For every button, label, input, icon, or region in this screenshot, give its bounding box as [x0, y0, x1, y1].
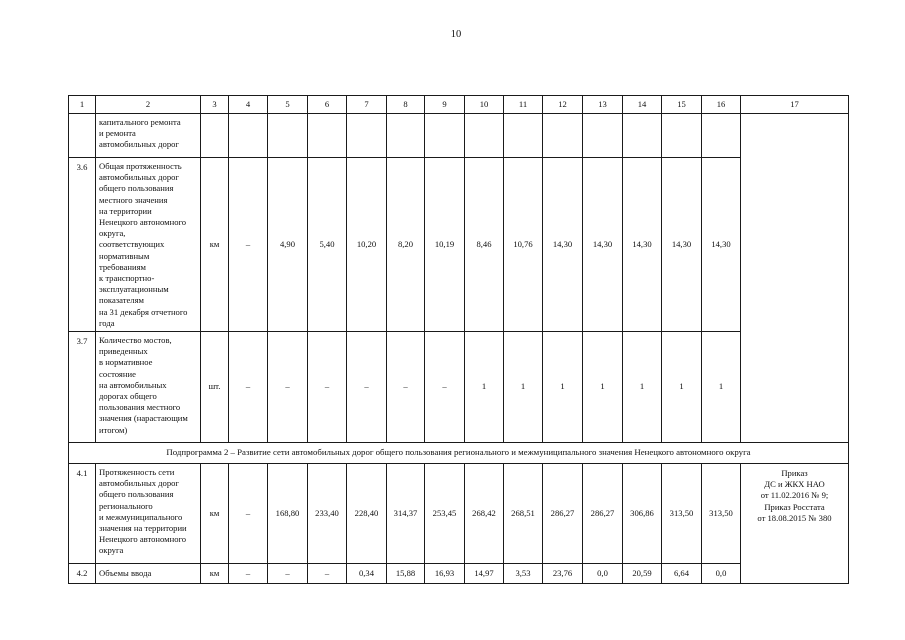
table-row-3-6	[69, 158, 849, 332]
empty-cell	[201, 114, 229, 158]
table-row-4-2	[69, 564, 849, 584]
subprogram-2-title: Подпрограмма 2 – Развитие сети автомобильных дорог общего пользования регионального и межмуниципального значения Ненецкого автономного округа	[69, 443, 849, 464]
row-3-7-col4: –	[229, 332, 268, 443]
column-header-7: 7	[347, 96, 387, 114]
row-3-6-col14: 14,30	[623, 158, 662, 332]
row-3-7-col13: 1	[583, 332, 623, 443]
row-3-6-col16: 14,30	[702, 158, 741, 332]
row-3-6-unit: км	[201, 158, 229, 332]
row-4-2-name: Объемы ввода	[96, 564, 201, 584]
row-4-1-col13: 286,27	[583, 464, 623, 564]
empty-cell	[543, 114, 583, 158]
empty-cell	[387, 114, 425, 158]
row-4-2-number: 4.2	[69, 564, 96, 584]
column-header-17: 17	[741, 96, 849, 114]
row-continuation-name: капитального ремонта и ремонта автомобильных дорог	[96, 114, 201, 158]
column-header-5: 5	[268, 96, 308, 114]
row-4-1-col7: 228,40	[347, 464, 387, 564]
row-4-2-col10: 14,97	[465, 564, 504, 584]
row-4-1-col10: 268,42	[465, 464, 504, 564]
column-header-9: 9	[425, 96, 465, 114]
empty-cell	[583, 114, 623, 158]
column-header-12: 12	[543, 96, 583, 114]
row-4-2-col5: –	[268, 564, 308, 584]
column-header-15: 15	[662, 96, 702, 114]
row-4-2-col13: 0,0	[583, 564, 623, 584]
row-4-2-unit: км	[201, 564, 229, 584]
empty-cell	[623, 114, 662, 158]
row-4-1-col11: 268,51	[504, 464, 543, 564]
empty-cell	[268, 114, 308, 158]
column-header-2: 2	[96, 96, 201, 114]
row-3-6-name: Общая протяженность автомобильных дорог общего пользования местного значения на территории Ненецкого автономного округа, соответствующих нормативным требованиям к транспортно- эксплуатационным показателям на 31 декабря отчетного года	[96, 158, 201, 332]
row-3-7-unit: шт.	[201, 332, 229, 443]
row-4-2-col15: 6,64	[662, 564, 702, 584]
row-3-6-col6: 5,40	[308, 158, 347, 332]
column-header-14: 14	[623, 96, 662, 114]
row-4-2-col4: –	[229, 564, 268, 584]
row-3-7-col5: –	[268, 332, 308, 443]
row-4-2-col6: –	[308, 564, 347, 584]
row-4-2-col7: 0,34	[347, 564, 387, 584]
row-4-1-col5: 168,80	[268, 464, 308, 564]
row-3-7-col15: 1	[662, 332, 702, 443]
row-3-6-col8: 8,20	[387, 158, 425, 332]
empty-cell	[347, 114, 387, 158]
row-4-2-col12: 23,76	[543, 564, 583, 584]
column-header-10: 10	[465, 96, 504, 114]
row-3-6-col7: 10,20	[347, 158, 387, 332]
empty-cell	[702, 114, 741, 158]
row-3-6-col11: 10,76	[504, 158, 543, 332]
row-4-2-col16: 0,0	[702, 564, 741, 584]
row-3-6-col15: 14,30	[662, 158, 702, 332]
row-4-1-unit: км	[201, 464, 229, 564]
table-header-row	[69, 96, 849, 114]
row-3-7-col6: –	[308, 332, 347, 443]
column-header-4: 4	[229, 96, 268, 114]
empty-cell	[504, 114, 543, 158]
row-3-7-col14: 1	[623, 332, 662, 443]
row-4-1-number: 4.1	[69, 464, 96, 564]
empty-cell	[308, 114, 347, 158]
column-header-1: 1	[69, 96, 96, 114]
row-3-7-col12: 1	[543, 332, 583, 443]
page-number: 10	[450, 29, 462, 40]
row-4-1-col8: 314,37	[387, 464, 425, 564]
row-3-7-col7: –	[347, 332, 387, 443]
table-row-3-7	[69, 332, 849, 443]
row-4-2-col11: 3,53	[504, 564, 543, 584]
empty-cell	[662, 114, 702, 158]
row-3-7-col10: 1	[465, 332, 504, 443]
row-4-2-col14: 20,59	[623, 564, 662, 584]
row-4-2-col9: 16,93	[425, 564, 465, 584]
row-4-1-col9: 253,45	[425, 464, 465, 564]
column-header-13: 13	[583, 96, 623, 114]
row-3-7-col16: 1	[702, 332, 741, 443]
column-header-16: 16	[702, 96, 741, 114]
row-4-1-col16: 313,50	[702, 464, 741, 564]
row-3-7-col9: –	[425, 332, 465, 443]
table-row-subprogram-2	[69, 443, 849, 464]
row-3-6-col10: 8,46	[465, 158, 504, 332]
column-header-11: 11	[504, 96, 543, 114]
row-3-6-col5: 4,90	[268, 158, 308, 332]
row-4-1-name: Протяженность сети автомобильных дорог общего пользования регионального и межмуниципального значения на территории Ненецкого автономного округа	[96, 464, 201, 564]
empty-cell	[465, 114, 504, 158]
empty-cell	[425, 114, 465, 158]
row-4-1-col4: –	[229, 464, 268, 564]
column-header-8: 8	[387, 96, 425, 114]
row-3-7-col8: –	[387, 332, 425, 443]
row-3-7-name: Количество мостов, приведенных в нормативное состояние на автомобильных дорогах общего пользования местного значения (нарастающим итогом)	[96, 332, 201, 443]
row-4-2-col8: 15,88	[387, 564, 425, 584]
empty-cell	[229, 114, 268, 158]
row-3-6-col4: –	[229, 158, 268, 332]
source-cell-empty	[741, 114, 849, 443]
row-3-7-number: 3.7	[69, 332, 96, 443]
row-3-6-col12: 14,30	[543, 158, 583, 332]
column-header-6: 6	[308, 96, 347, 114]
table-row-continuation	[69, 114, 849, 158]
row-4-1-col14: 306,86	[623, 464, 662, 564]
column-header-3: 3	[201, 96, 229, 114]
row-4-1-col15: 313,50	[662, 464, 702, 564]
row-4-1-source: Приказ ДС и ЖКХ НАО от 11.02.2016 № 9; Приказ Росстата от 18.08.2015 № 380	[741, 464, 849, 584]
indicators-table	[68, 95, 849, 584]
empty-cell	[69, 114, 96, 158]
row-3-6-number: 3.6	[69, 158, 96, 332]
table-row-4-1	[69, 464, 849, 564]
row-3-6-col13: 14,30	[583, 158, 623, 332]
row-3-7-col11: 1	[504, 332, 543, 443]
row-4-1-col12: 286,27	[543, 464, 583, 564]
row-4-1-col6: 233,40	[308, 464, 347, 564]
row-3-6-col9: 10,19	[425, 158, 465, 332]
